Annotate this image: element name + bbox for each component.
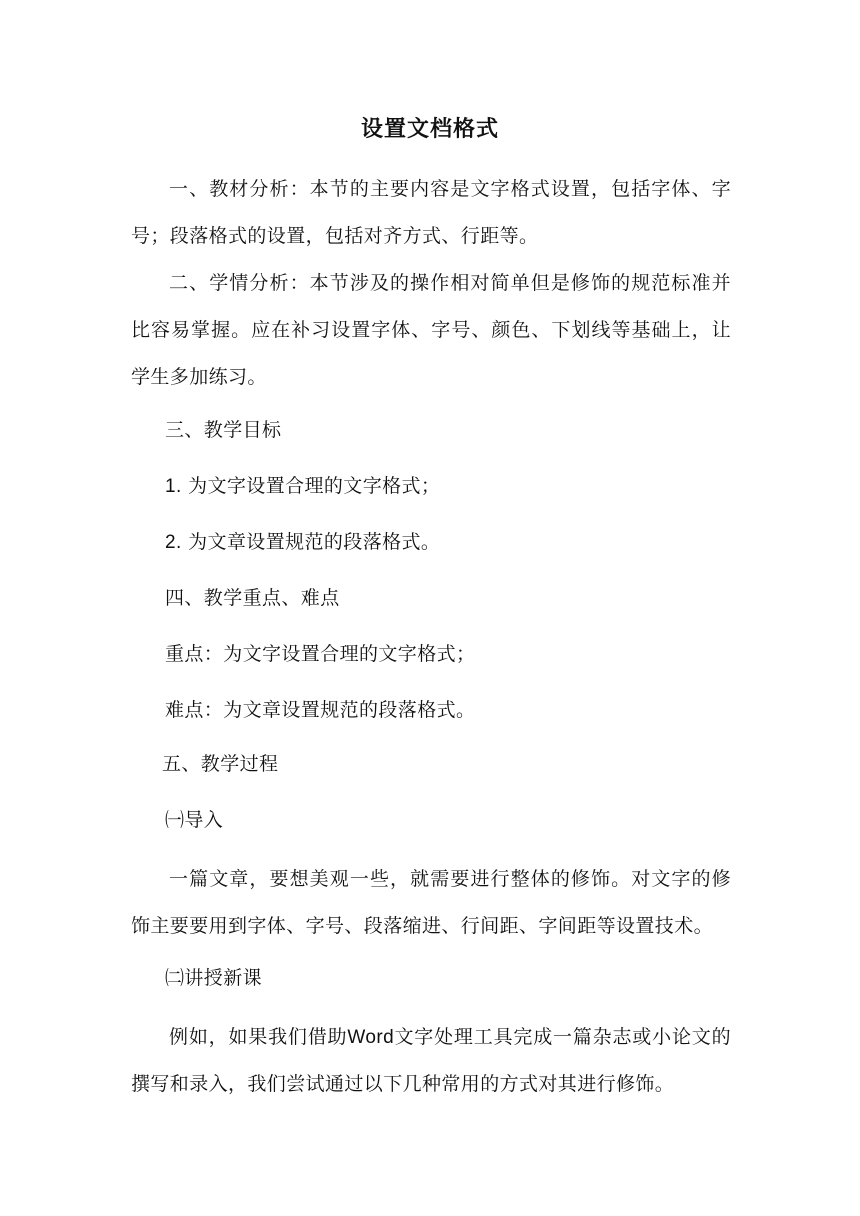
goal-item-1-text: 为文字设置合理的文字格式； — [188, 475, 441, 497]
goal-item-1-number: 1. — [165, 476, 182, 497]
document-title: 设置文档格式 — [360, 116, 499, 142]
paragraph-introduction: 一篇文章，要想美观一些，就需要进行整体的修饰。对文字的修饰主要要用到字体、字号、段落缩进、行间距、字间距等设置技术。 — [131, 868, 731, 937]
difficulty-line: 难点：为文章设置规范的段落格式。 — [165, 699, 476, 721]
paragraph-new-lesson-part1: 例如，如果我们借助 — [169, 1026, 348, 1048]
subheading-new-lesson: ㈡讲授新课 — [165, 967, 263, 989]
word-app-name: Word — [347, 1027, 395, 1048]
paragraph-learner-analysis: 二、学情分析：本节涉及的操作相对简单但是修饰的规范标准并比容易掌握。应在补习设置字体、字号、颜色、下划线等基础上，让学生多加练习。 — [131, 272, 731, 388]
key-point-line: 重点：为文字设置合理的文字格式； — [165, 643, 476, 665]
paragraph-new-lesson-part2: 文字处理工具完成一篇杂志或小论文的撰写和录入，我们尝试通过以下几种常用的方式对其进行修饰。 — [131, 1026, 731, 1095]
heading-teaching-goals: 三、教学目标 — [165, 419, 282, 441]
subheading-introduction: ㈠导入 — [165, 809, 224, 831]
goal-item-2-number: 2. — [165, 532, 182, 553]
goal-item-1 — [165, 471, 440, 502]
goal-item-2 — [165, 527, 440, 558]
paragraph-new-lesson — [131, 1014, 731, 1108]
heading-teaching-process: 五、教学过程 — [162, 753, 279, 775]
paragraph-textbook-analysis: 一、教材分析：本节的主要内容是文字格式设置，包括字体、字号；段落格式的设置，包括对齐方式、行距等。 — [131, 178, 731, 247]
heading-key-points: 四、教学重点、难点 — [165, 587, 340, 609]
goal-item-2-text: 为文章设置规范的段落格式。 — [188, 531, 441, 553]
